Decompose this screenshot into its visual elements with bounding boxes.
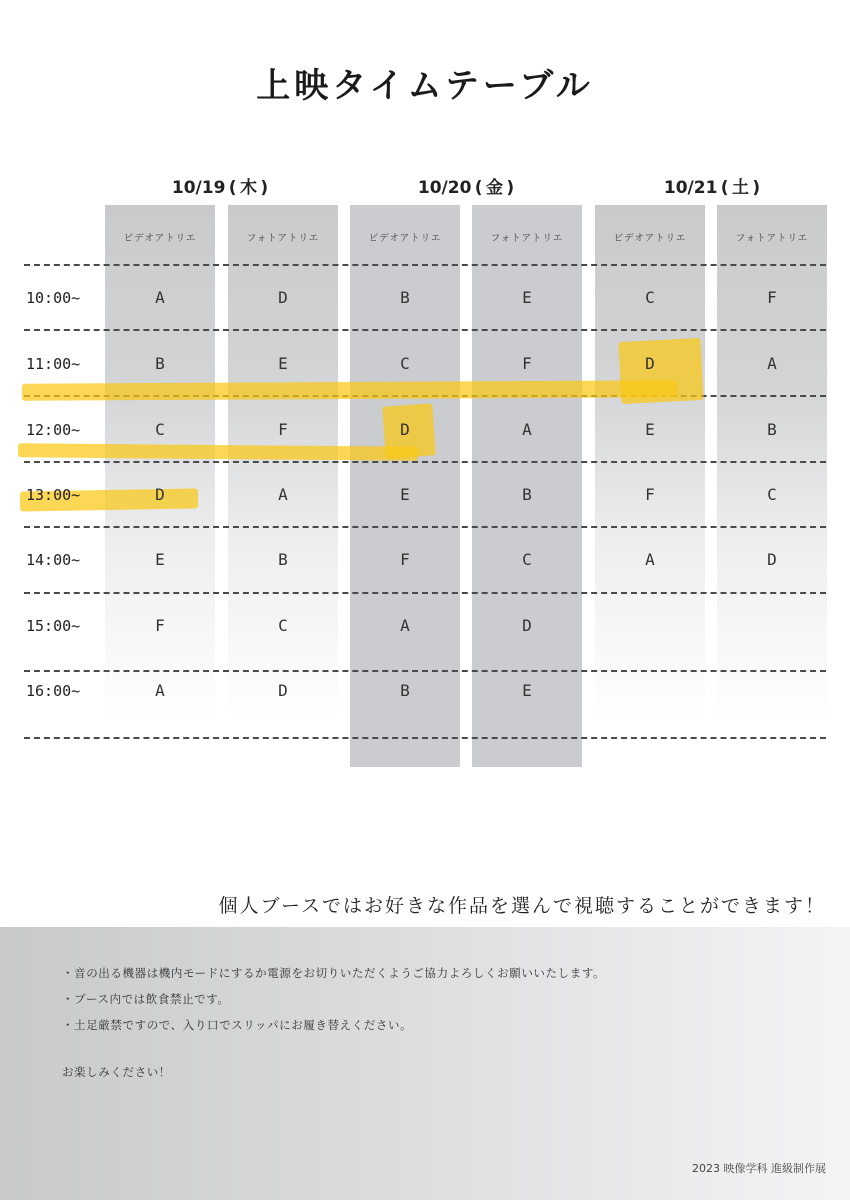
row-divider [24, 526, 826, 528]
schedule-cell: A [400, 616, 410, 635]
schedule-cell: C [278, 616, 288, 635]
row-divider [24, 329, 826, 331]
date-header-1020: 10/20 ( 金 ) [417, 178, 515, 198]
room-header-1019-video: ビデオアトリエ [123, 233, 197, 244]
schedule-cell: B [400, 288, 410, 307]
time-label: 16:00~ [26, 682, 81, 700]
note-item: ・ブース内では飲食禁止です。 [62, 992, 230, 1006]
schedule-cell: F [645, 485, 655, 504]
schedule-cell: D [278, 288, 288, 307]
date-header-1021: 10/21 ( 土 ) [663, 178, 761, 198]
room-header-1021-video: ビデオアトリエ [613, 233, 687, 244]
schedule-cell: D [645, 354, 655, 373]
row-divider [24, 592, 826, 594]
schedule-cell: A [155, 288, 165, 307]
date-header-1019: 10/19 ( 木 ) [171, 178, 269, 198]
schedule-cell: C [400, 354, 410, 373]
time-label: 15:00~ [26, 617, 81, 635]
schedule-cell: E [400, 485, 410, 504]
time-label: 11:00~ [26, 355, 81, 373]
row-divider [24, 264, 826, 266]
schedule-cell: B [767, 420, 777, 439]
schedule-cell: F [400, 550, 410, 569]
schedule-cell: B [278, 550, 288, 569]
schedule-cell: B [522, 485, 532, 504]
schedule-cell: F [155, 616, 165, 635]
schedule-cell: A [645, 550, 655, 569]
schedule-cell: D [522, 616, 532, 635]
schedule-cell: B [400, 681, 410, 700]
room-header-1019-photo: フォトアトリエ [246, 233, 320, 244]
schedule-cell: E [155, 550, 165, 569]
schedule-cell: D [155, 485, 165, 504]
schedule-cell: E [645, 420, 655, 439]
page-title: 上映タイムテーブル [256, 66, 594, 106]
schedule-cell: C [155, 420, 165, 439]
time-label: 10:00~ [26, 289, 81, 307]
schedule-cell: E [522, 681, 532, 700]
schedule-cell: A [767, 354, 777, 373]
schedule-cell: C [522, 550, 532, 569]
row-divider [24, 737, 826, 739]
note-item: ・音の出る機器は機内モードにするか電源をお切りいただくようご協力よろしくお願いいたします。 [62, 966, 606, 980]
schedule-cell: D [767, 550, 777, 569]
schedule-cell: D [400, 420, 410, 439]
time-label: 12:00~ [26, 421, 81, 439]
schedule-cell: C [645, 288, 655, 307]
schedule-cell: E [522, 288, 532, 307]
note-item: ・土足厳禁ですので、入り口でスリッパにお履き替えください。 [62, 1018, 413, 1032]
highlight-stroke-1220 [18, 443, 418, 460]
tagline: 個人ブースではお好きな作品を選んで視聴することができます！ [218, 895, 826, 917]
schedule-cell: A [155, 681, 165, 700]
schedule-cell: F [522, 354, 532, 373]
schedule-cell: C [767, 485, 777, 504]
row-divider [24, 670, 826, 672]
highlight-stroke-1120 [22, 380, 677, 400]
schedule-cell: A [522, 420, 532, 439]
time-label: 13:00~ [26, 486, 81, 504]
schedule-cell: D [278, 681, 288, 700]
room-header-1021-photo: フォトアトリエ [735, 233, 809, 244]
schedule-cell: A [278, 485, 288, 504]
closing-text: お楽しみください！ [62, 1065, 171, 1079]
schedule-cell: E [278, 354, 288, 373]
row-divider [24, 461, 826, 463]
schedule-cell: B [155, 354, 165, 373]
schedule-cell: F [767, 288, 777, 307]
footer-credit: 2023 映像学科 進級制作展 [692, 1162, 826, 1175]
schedule-cell: F [278, 420, 288, 439]
room-header-1020-video: ビデオアトリエ [368, 233, 442, 244]
room-header-1020-photo: フォトアトリエ [490, 233, 564, 244]
time-label: 14:00~ [26, 551, 81, 569]
